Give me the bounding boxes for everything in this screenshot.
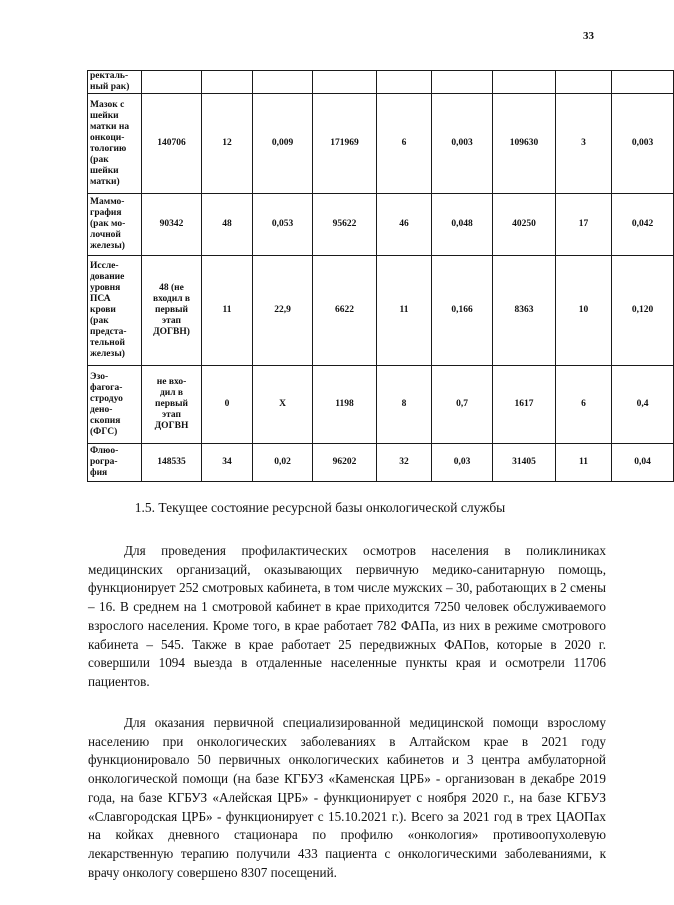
table-cell (142, 71, 202, 94)
row-label: Иссле- дование уровня ПСА крови (рак предста- тельной железы) (88, 256, 142, 366)
table-cell (556, 71, 612, 94)
table-cell: 0,7 (432, 366, 493, 444)
table-cell: 148535 (142, 444, 202, 482)
table-cell: 48 (не входил в первый этап ДОГВН) (142, 256, 202, 366)
table-cell: 171969 (313, 94, 377, 194)
table-cell: 0,03 (432, 444, 493, 482)
table-row (88, 94, 674, 194)
table-cell: 34 (202, 444, 253, 482)
table-cell: 3 (556, 94, 612, 194)
table-cell: 96202 (313, 444, 377, 482)
table-cell: 90342 (142, 194, 202, 256)
paragraph: Для оказания первичной специализированной медицинской помощи взрослому населению при онкологических заболеваниях в Алтайском крае в 2021 году функционировало 50 первичных онкологических кабинетов и 3 центра амбулаторной онкологической помощи (на базе КГБУЗ «Каменская ЦРБ» - организован в декабре 2019 года, на базе КГБУЗ «Алейская ЦРБ» - функционирует с ноября 2020 г., на базе КГБУЗ «Славгородская ЦРБ» - функционирует с 15.10.2021 г.). Всего за 2021 год в трех ЦАОПах на койках дневного стационара по профилю «онкология» противоопухолевую лекарственную терапию получили 433 пациента с онкологическими заболеваниями, к врачу онкологу совершено 8307 посещений. (88, 715, 606, 880)
table-cell: 6 (377, 94, 432, 194)
table-cell: 109630 (493, 94, 556, 194)
table-cell: 8363 (493, 256, 556, 366)
table-cell: 12 (202, 94, 253, 194)
table-cell: 11 (556, 444, 612, 482)
paragraph: Для проведения профилактических осмотров населения в поликлиниках медицинских организаций, оказывающих первичную медико-санитарную помощь, функционирует 252 смотровых кабинета, в том числе мужских – 30, работающих в 2 смены – 16. В среднем на 1 смотровой кабинет в крае приходится 7250 человек обслуживаемого взрослого населения. Кроме того, в крае работает 782 ФАПа, из них в режиме смотрового кабинета – 545. Также в крае работает 25 передвижных ФАПов, которые в 2020 г. совершили 1094 выезда в отдаленные населенные пункты края и осмотрели 11706 пациентов. (88, 543, 606, 689)
table-cell: 0,166 (432, 256, 493, 366)
table-cell (313, 71, 377, 94)
table-cell: 6 (556, 366, 612, 444)
table-cell: 0,04 (612, 444, 674, 482)
page-number: 33 (583, 30, 594, 42)
table-row (88, 444, 674, 482)
table-cell (432, 71, 493, 94)
table-cell: 0,003 (432, 94, 493, 194)
table-cell: 0,053 (253, 194, 313, 256)
table-cell: 95622 (313, 194, 377, 256)
table-cell: 10 (556, 256, 612, 366)
table-cell (253, 71, 313, 94)
table-cell (612, 71, 674, 94)
table-cell: 0,4 (612, 366, 674, 444)
table-cell: 31405 (493, 444, 556, 482)
table-row (88, 256, 674, 366)
row-label: Флюо- рогра- фия (88, 444, 142, 482)
table-cell: 0 (202, 366, 253, 444)
table-body (88, 71, 674, 482)
table-cell: не вхо- дил в первый этап ДОГВН (142, 366, 202, 444)
table-cell: 22,9 (253, 256, 313, 366)
table-cell: 8 (377, 366, 432, 444)
table-cell: 1617 (493, 366, 556, 444)
table-cell (493, 71, 556, 94)
table-cell: 6622 (313, 256, 377, 366)
table-cell: 0,02 (253, 444, 313, 482)
table-cell: Х (253, 366, 313, 444)
table-cell: 0,120 (612, 256, 674, 366)
table-cell (202, 71, 253, 94)
table-cell: 11 (377, 256, 432, 366)
table-row (88, 71, 674, 94)
table-cell: 11 (202, 256, 253, 366)
row-label: Мазок с шейки матки на онкоци- тологию (рак шейки матки) (88, 94, 142, 194)
row-label: Эзо- фагога- стродуо дено- скопия (ФГС) (88, 366, 142, 444)
row-label: ректаль- ный рак) (88, 71, 142, 94)
table-row (88, 194, 674, 256)
table-cell: 48 (202, 194, 253, 256)
screening-table (87, 70, 674, 482)
section-heading: 1.5. Текущее состояние ресурсной базы онкологической службы (134, 500, 506, 515)
table-cell: 0,042 (612, 194, 674, 256)
table-cell (377, 71, 432, 94)
table-cell: 0,048 (432, 194, 493, 256)
table-cell: 40250 (493, 194, 556, 256)
table-cell: 0,009 (253, 94, 313, 194)
table-cell: 17 (556, 194, 612, 256)
table-cell: 46 (377, 194, 432, 256)
table-cell: 32 (377, 444, 432, 482)
table-cell: 0,003 (612, 94, 674, 194)
table-cell: 1198 (313, 366, 377, 444)
row-label: Маммо- графия (рак мо- лочной железы) (88, 194, 142, 256)
table-row (88, 366, 674, 444)
table-cell: 140706 (142, 94, 202, 194)
